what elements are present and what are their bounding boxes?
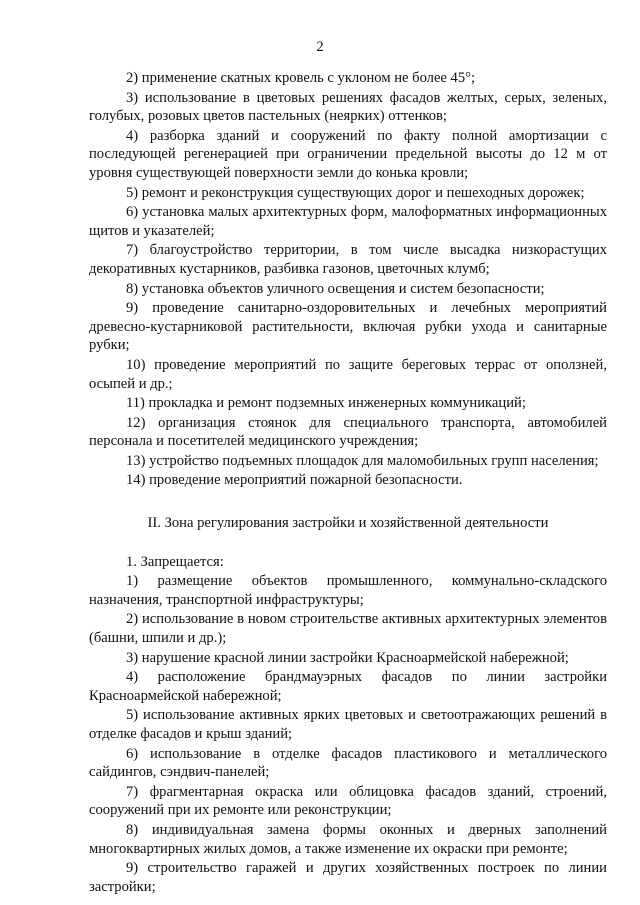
list-item: 12) организация стоянок для специального транспорта, автомобилей персонала и посетителей медицинского учреждения;: [89, 414, 607, 450]
list-item: 13) устройство подъемных площадок для маломобильных групп населения;: [126, 452, 599, 469]
document-body: [89, 69, 607, 897]
list-item: 1) размещение объектов промышленного, коммунально-складского назначения, транспортной инфраструктуры;: [89, 573, 607, 608]
list-item: 10) проведение мероприятий по защите береговых террас от оползней, осыпей и др.;: [89, 356, 607, 392]
list-item: 3) использование в цветовых решениях фасадов желтых, серых, зеленых, голубых, розовых цветов пастельных (неярких) оттенков;: [89, 89, 607, 125]
list-item: 9) строительство гаражей и других хозяйственных построек по линии застройки;: [89, 860, 607, 895]
list-item: 3) нарушение красной линии застройки Красноармейской набережной;: [126, 649, 569, 666]
list-item: 9) проведение санитарно-оздоровительных и лечебных мероприятий древесно-кустарниковой растительности, включая рубки ухода и санитарные рубки;: [89, 300, 607, 354]
list-item: 7) фрагментарная окраска или облицовка фасадов зданий, строений, сооружений при их ремонте или реконструкции;: [89, 783, 607, 819]
page-number: 2: [316, 39, 324, 55]
section-heading: II. Зона регулирования застройки и хозяйственной деятельности: [147, 515, 549, 532]
list-item: 6) установка малых архитектурных форм, малоформатных информационных щитов и указателей;: [89, 204, 607, 239]
list-item: 5) использование активных ярких цветовых и светоотражающих решений в отделке фасадов и крыш зданий;: [89, 707, 607, 742]
list-intro: 1. Запрещается:: [126, 553, 224, 570]
list-item: 8) установка объектов уличного освещения и систем безопасности;: [126, 280, 545, 297]
list-item: 2) применение скатных кровель с уклоном не более 45°;: [126, 70, 476, 86]
list-item: 14) проведение мероприятий пожарной безопасности.: [126, 472, 463, 489]
list-item: 8) индивидуальная замена формы оконных и дверных заполнений многоквартирных жилых домов, а также изменение их окраски при ремонте;: [89, 821, 607, 857]
list-item: 7) благоустройство территории, в том числе высадка низкорастущих декоративных кустарников, разбивка газонов, цветочных клумб;: [89, 242, 607, 277]
list-item: 4) расположение брандмауэрных фасадов по линии застройки Красноармейской набережной;: [89, 669, 607, 704]
list-item: 2) использование в новом строительстве активных архитектурных элементов (башни, шпили и др.);: [89, 611, 607, 647]
list-item: 4) разборка зданий и сооружений по факту полной амортизации с последующей регенерацией при ограничении предельной высоты до 12 м от уровня существующей поверхности земли до конька кровли;: [89, 127, 607, 181]
list-item: 11) прокладка и ремонт подземных инженерных коммуникаций;: [126, 395, 526, 412]
list-item: 5) ремонт и реконструкция существующих дорог и пешеходных дорожек;: [126, 184, 585, 201]
list-item: 6) использование в отделке фасадов пластикового и металлического сайдингов, сэндвич-панелей;: [89, 745, 607, 781]
